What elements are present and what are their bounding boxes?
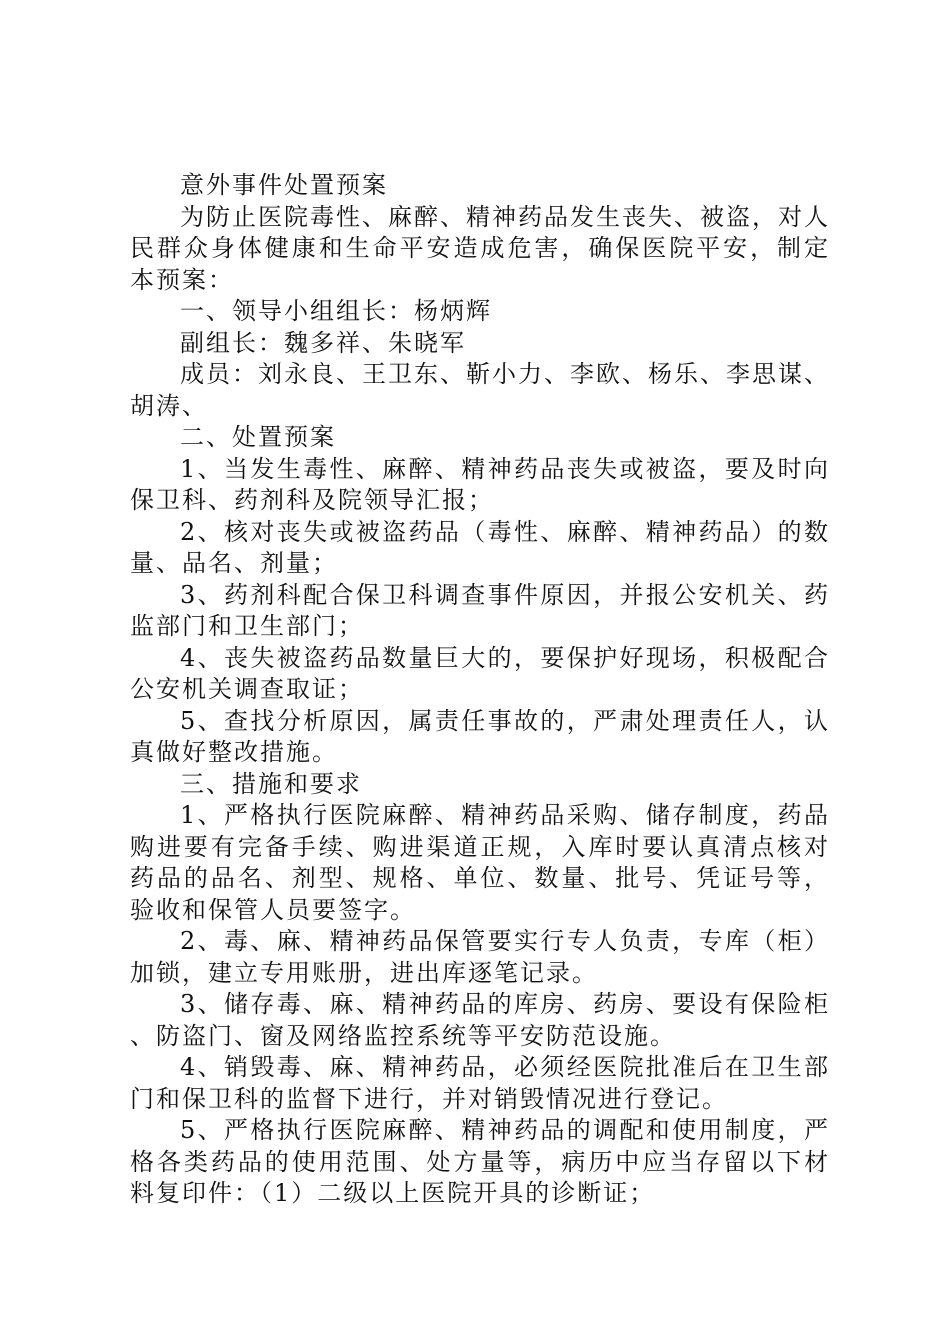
section-3-item-1: 1、严格执行医院麻醉、精神药品采购、储存制度，药品购进要有完备手续、购进渠道正规，入库时要认真清点核对药品的品名、剂型、规格、单位、数量、批号、凭证号等，验收和保管人员要签字。: [130, 801, 830, 924]
section-3-item-3: 3、储存毒、麻、精神药品的库房、药房、要设有保险柜、防盗门、窗及网络监控系统等平安防范设施。: [130, 990, 830, 1050]
section-1-leader: 一、领导小组组长：杨炳辉: [180, 297, 492, 325]
section-2-item-3: 3、药剂科配合保卫科调查事件原因，并报公安机关、药监部门和卫生部门；: [130, 580, 830, 640]
section-2-item-4: 4、丧失被盗药品数量巨大的，要保护好现场，积极配合公安机关调查取证；: [130, 643, 830, 703]
section-2-item-1: 1、当发生毒性、麻醉、精神药品丧失或被盗，要及时向保卫科、药剂科及院领导汇报；: [130, 454, 830, 514]
section-2-item-5: 5、查找分析原因，属责任事故的，严肃处理责任人，认真做好整改措施。: [130, 706, 830, 766]
section-3-item-5: 5、严格执行医院麻醉、精神药品的调配和使用制度，严格各类药品的使用范围、处方量等，病历中应当存留以下材料复印件：（1）二级以上医院开具的诊断证；: [130, 1116, 830, 1207]
document-title: 意外事件处置预案: [180, 171, 388, 199]
section-2-heading: 二、处置预案: [180, 423, 336, 451]
document-body: [130, 170, 830, 1210]
section-1-members: 成员：刘永良、王卫东、靳小力、李欧、杨乐、李思谋、胡涛、: [130, 360, 830, 420]
section-3-item-4: 4、销毁毒、麻、精神药品，必须经医院批准后在卫生部门和保卫科的监督下进行，并对销毁情况进行登记。: [130, 1053, 830, 1113]
section-3-heading: 三、措施和要求: [180, 769, 362, 798]
section-2-item-2: 2、核对丧失或被盗药品（毒性、麻醉、精神药品）的数量、品名、剂量；: [130, 517, 830, 577]
section-3-item-2: 2、毒、麻、精神药品保管要实行专人负责，专库（柜）加锁，建立专用账册，进出库逐笔记录。: [130, 927, 830, 987]
intro-paragraph: 为防止医院毒性、麻醉、精神药品发生丧失、被盗，对人民群众身体健康和生命平安造成危害，确保医院平安，制定本预案：: [130, 202, 830, 294]
section-1-deputy: 副组长：魏多祥、朱晓军: [180, 328, 466, 357]
